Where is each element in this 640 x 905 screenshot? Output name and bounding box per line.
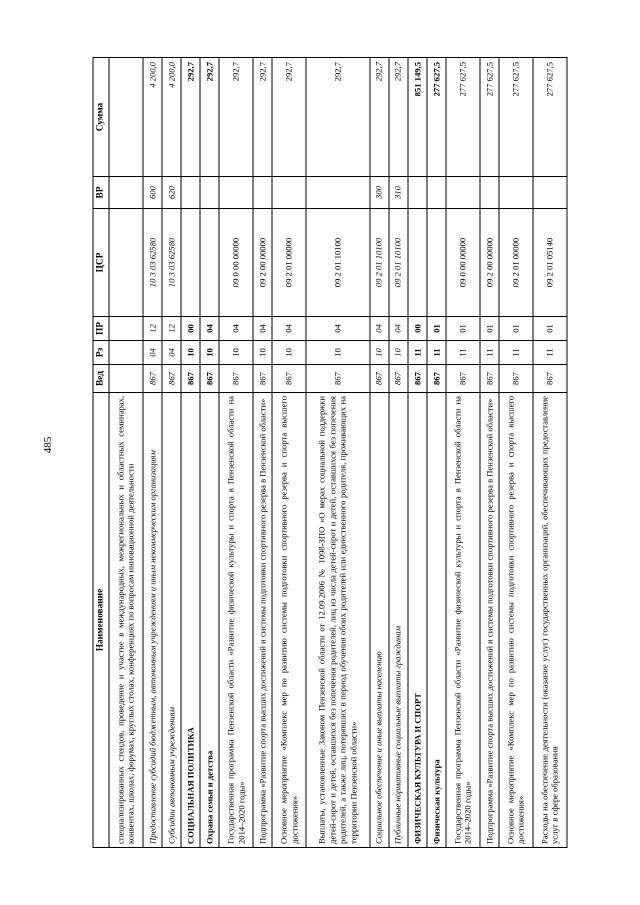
cell-sum: 851 149,5 <box>408 58 427 177</box>
cell-pr: 04 <box>219 317 253 341</box>
cell-name: Предоставление субсидий бюджетным, автономным учреждениям и иным некоммерческим организациям <box>143 393 162 848</box>
cell-rz: 11 <box>480 341 499 365</box>
table-row <box>200 58 219 848</box>
cell-sum: 292,7 <box>200 58 219 177</box>
table-row <box>162 58 181 848</box>
cell-rz: 10 <box>272 341 306 365</box>
page-number: 485 <box>42 436 54 454</box>
cell-csr: 09 2 01 10100 <box>389 209 408 317</box>
cell-pr: 01 <box>446 317 480 341</box>
cell-sum: 292,7 <box>272 58 306 177</box>
cell-ved: 867 <box>306 365 370 393</box>
cell-name: Государственная программа Пензенской области «Развитие физической культуры и спорта в Пензенской области на 2014–2020 годы» <box>446 393 480 848</box>
cell-ved: 867 <box>499 365 533 393</box>
cell-vr <box>109 177 143 209</box>
cell-name: Основное мероприятие «Комплекс мер по развитию системы подготовки спортивного резерва и спорта высшего достижения» <box>272 393 306 848</box>
header-csr: ЦСР <box>93 209 109 317</box>
table-row <box>446 58 480 848</box>
cell-sum: 292,7 <box>370 58 389 177</box>
cell-vr <box>272 177 306 209</box>
cell-vr <box>533 177 567 209</box>
cell-csr <box>109 209 143 317</box>
cell-name: ФИЗИЧЕСКАЯ КУЛЬТУРА И СПОРТ <box>408 393 427 848</box>
cell-pr: 04 <box>272 317 306 341</box>
header-ved: Вед <box>93 365 109 393</box>
cell-ved: 867 <box>389 365 408 393</box>
cell-rz: 11 <box>533 341 567 365</box>
cell-sum: 292,7 <box>181 58 200 177</box>
cell-sum: 4 200,0 <box>162 58 181 177</box>
cell-sum <box>109 58 143 177</box>
cell-pr: 04 <box>389 317 408 341</box>
table-row <box>408 58 427 848</box>
cell-csr: 09 0 00 00000 <box>219 209 253 317</box>
cell-csr <box>200 209 219 317</box>
cell-pr <box>109 317 143 341</box>
cell-sum: 292,7 <box>219 58 253 177</box>
cell-sum: 292,7 <box>253 58 272 177</box>
budget-table <box>93 57 568 848</box>
table-row <box>272 58 306 848</box>
cell-name: Социальное обеспечение и иные выплаты населению <box>370 393 389 848</box>
cell-csr: 09 2 01 05140 <box>533 209 567 317</box>
cell-csr: 09 0 00 00000 <box>446 209 480 317</box>
cell-pr: 01 <box>533 317 567 341</box>
header-vr: ВР <box>93 177 109 209</box>
cell-name: Публичные нормативные социальные выплаты гражданам <box>389 393 408 848</box>
cell-csr: 09 2 01 10100 <box>370 209 389 317</box>
cell-vr <box>480 177 499 209</box>
cell-vr <box>181 177 200 209</box>
cell-ved: 867 <box>408 365 427 393</box>
cell-sum: 277 627,5 <box>446 58 480 177</box>
cell-pr: 12 <box>143 317 162 341</box>
header-rz: Рз <box>93 341 109 365</box>
table-row <box>499 58 533 848</box>
cell-sum: 292,7 <box>306 58 370 177</box>
cell-sum: 277 627,5 <box>480 58 499 177</box>
cell-rz: 04 <box>162 341 181 365</box>
table-row <box>533 58 567 848</box>
cell-ved: 867 <box>480 365 499 393</box>
cell-rz: 11 <box>427 341 446 365</box>
cell-csr <box>427 209 446 317</box>
cell-csr: 10 3 03 62580 <box>143 209 162 317</box>
cell-ved: 867 <box>200 365 219 393</box>
cell-name: Охрана семьи и детства <box>200 393 219 848</box>
cell-name: Выплаты, установленные Законом Пензенской области от 12.09.2006 № 1098-ЗПО «О мерах социальной поддержки детей-сирот и детей, оставшихся без попечения родителей, лиц из числа детей-сирот и детей, оставшихся без попечения родителей, а также лиц, потерявших в период обучения обоих родителей или единственного родителя, проживающих на территории Пензенской области» <box>306 393 370 848</box>
cell-sum: 4 200,0 <box>143 58 162 177</box>
cell-vr: 300 <box>370 177 389 209</box>
cell-vr <box>306 177 370 209</box>
header-sum: Сумма <box>93 58 109 177</box>
header-pr: ПР <box>93 317 109 341</box>
cell-sum: 277 627,5 <box>533 58 567 177</box>
cell-rz: 10 <box>370 341 389 365</box>
cell-pr: 12 <box>162 317 181 341</box>
cell-name: Расходы на обеспечение деятельности (оказание услуг) государственных организаций, обеспечивающих предоставление услуг в сфере образования <box>533 393 567 848</box>
table-row <box>306 58 370 848</box>
cell-pr: 04 <box>200 317 219 341</box>
cell-ved: 867 <box>181 365 200 393</box>
header-name: Наименование <box>93 393 109 848</box>
cell-pr: 04 <box>253 317 272 341</box>
cell-ved: 867 <box>446 365 480 393</box>
cell-rz: 10 <box>306 341 370 365</box>
cell-csr: 09 2 01 10100 <box>306 209 370 317</box>
cell-csr: 09 2 00 00000 <box>480 209 499 317</box>
header-row <box>93 58 109 848</box>
cell-ved: 867 <box>143 365 162 393</box>
cell-pr: 00 <box>181 317 200 341</box>
cell-csr: 10 3 03 62580 <box>162 209 181 317</box>
cell-vr <box>446 177 480 209</box>
cell-ved: 867 <box>533 365 567 393</box>
cell-name: Подпрограмма «Развитие спорта высших достижений и системы подготовки спортивного резерва в Пензенской области» <box>480 393 499 848</box>
table-row <box>370 58 389 848</box>
cell-name: СОЦИАЛЬНАЯ ПОЛИТИКА <box>181 393 200 848</box>
cell-csr: 09 2 00 00000 <box>253 209 272 317</box>
table-row <box>253 58 272 848</box>
cell-rz: 11 <box>408 341 427 365</box>
cell-rz <box>109 341 143 365</box>
cell-vr <box>499 177 533 209</box>
table-row <box>427 58 446 848</box>
cell-rz: 11 <box>446 341 480 365</box>
cell-vr <box>427 177 446 209</box>
cell-rz: 10 <box>200 341 219 365</box>
cell-pr: 00 <box>408 317 427 341</box>
cell-pr: 04 <box>370 317 389 341</box>
cell-ved: 867 <box>219 365 253 393</box>
cell-vr <box>408 177 427 209</box>
cell-ved: 867 <box>427 365 446 393</box>
cell-ved: 867 <box>272 365 306 393</box>
cell-ved: 867 <box>162 365 181 393</box>
cell-name: Основное мероприятие «Комплекс мер по развитию системы подготовки спортивного резерва и спорта высшего достижения» <box>499 393 533 848</box>
table-row <box>143 58 162 848</box>
cell-rz: 10 <box>389 341 408 365</box>
cell-name: Субсидии автономным учреждениям <box>162 393 181 848</box>
cell-vr <box>253 177 272 209</box>
cell-pr: 01 <box>427 317 446 341</box>
cell-name: специализированных стендов, проведение и участие в международных, межрегиональных и областных семинарах, конвентах, школах, форумах, круглых столах, конференциях по вопросам инновационной деятельности <box>109 393 143 848</box>
cell-csr <box>181 209 200 317</box>
cell-vr <box>219 177 253 209</box>
budget-table-container <box>93 58 568 848</box>
cell-name: Государственная программа Пензенской области «Развитие физической культуры и спорта в Пензенской области на 2014–2020 годы» <box>219 393 253 848</box>
cell-rz: 11 <box>499 341 533 365</box>
cell-ved: 867 <box>370 365 389 393</box>
cell-pr: 01 <box>499 317 533 341</box>
cell-csr: 09 2 01 00000 <box>499 209 533 317</box>
cell-sum: 292,7 <box>389 58 408 177</box>
cell-vr: 620 <box>162 177 181 209</box>
table-row <box>109 58 143 848</box>
table-row <box>181 58 200 848</box>
cell-sum: 277 627,5 <box>427 58 446 177</box>
cell-pr: 01 <box>480 317 499 341</box>
cell-csr <box>408 209 427 317</box>
cell-rz: 04 <box>143 341 162 365</box>
cell-name: Подпрограмма «Развитие спорта высших достижений и системы подготовки спортивного резерва в Пензенской области» <box>253 393 272 848</box>
cell-rz: 10 <box>219 341 253 365</box>
cell-rz: 10 <box>253 341 272 365</box>
cell-pr: 04 <box>306 317 370 341</box>
table-row <box>219 58 253 848</box>
cell-vr: 310 <box>389 177 408 209</box>
cell-rz: 10 <box>181 341 200 365</box>
cell-name: Физическая культура <box>427 393 446 848</box>
cell-ved: 867 <box>253 365 272 393</box>
cell-vr <box>200 177 219 209</box>
table-row <box>389 58 408 848</box>
table-row <box>480 58 499 848</box>
cell-ved <box>109 365 143 393</box>
cell-csr: 09 2 01 00000 <box>272 209 306 317</box>
cell-vr: 600 <box>143 177 162 209</box>
cell-sum: 277 627,5 <box>499 58 533 177</box>
